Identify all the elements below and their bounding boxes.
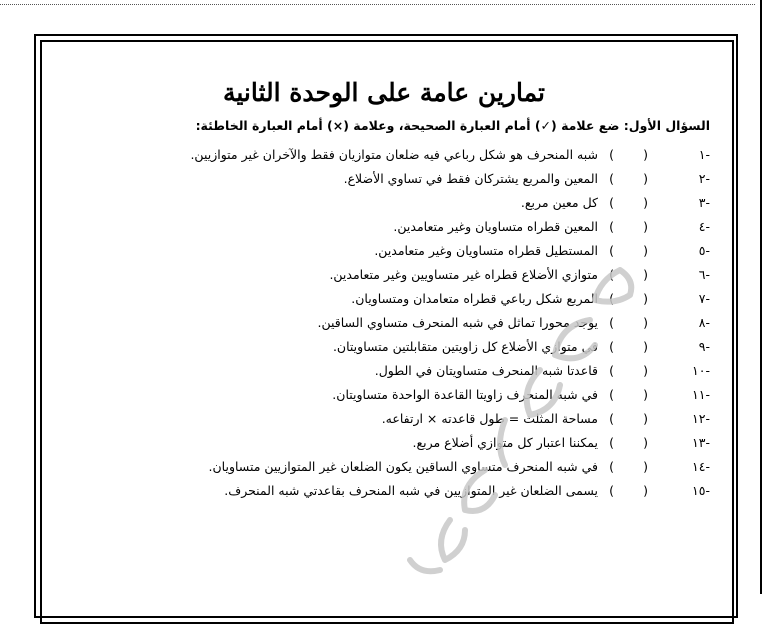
statement-number: ٧-: [698, 291, 710, 306]
answer-bracket-close: ): [609, 147, 614, 162]
worksheet: [46, 40, 722, 594]
answer-bracket-close: ): [609, 267, 614, 282]
statement-number: ١٣-: [692, 435, 710, 450]
statement-text: يمكننا اعتبار كل متوازي أضلاع مربع.: [412, 435, 598, 450]
question-instruction: السؤال الأول: ضع علامة (✓) أمام العبارة الصحيحة، وعلامة (×) أمام العبارة الخاطئة:: [195, 118, 710, 133]
statement-text: يسمى الضلعان غير المتوازيين في شبه المنحرف بقاعدتي شبه المنحرف.: [224, 483, 598, 498]
answer-bracket-open: (: [643, 363, 648, 378]
statement-item: [50, 143, 710, 167]
statement-number: ١٥-: [692, 483, 710, 498]
answer-bracket-open: (: [643, 459, 648, 474]
statement-item: [50, 263, 710, 287]
statement-text: في شبه المنحرف متساوي الساقين يكون الضلعان غير المتوازيين متساويان.: [208, 459, 598, 474]
statement-text: متوازي الأضلاع قطراه غير متساويين وغير متعامدين.: [329, 267, 598, 282]
answer-bracket-close: ): [609, 171, 614, 186]
answer-bracket-open: (: [643, 147, 648, 162]
answer-bracket-close: ): [609, 339, 614, 354]
statement-list: [50, 143, 710, 503]
statement-text: شبه المنحرف هو شكل رباعي فيه ضلعان متوازيان فقط والآخران غير متوازيين.: [190, 147, 598, 162]
answer-bracket-open: (: [643, 171, 648, 186]
statement-item: [50, 383, 710, 407]
statement-number: ٩-: [698, 339, 710, 354]
statement-text: المربع شكل رباعي قطراه متعامدان ومتساويان.: [351, 291, 598, 306]
statement-number: ١٢-: [692, 411, 710, 426]
answer-bracket-close: ): [609, 435, 614, 450]
statement-item: [50, 215, 710, 239]
answer-bracket-close: ): [609, 387, 614, 402]
statement-number: ٦-: [698, 267, 710, 282]
statement-text: في متوازي الأضلاع كل زاويتين متقابلتين متساويتان.: [332, 339, 598, 354]
answer-bracket-close: ): [609, 219, 614, 234]
statement-number: ٨-: [698, 315, 710, 330]
answer-bracket-close: ): [609, 315, 614, 330]
answer-bracket-open: (: [643, 339, 648, 354]
answer-bracket-open: (: [643, 483, 648, 498]
statement-number: ١-: [698, 147, 710, 162]
answer-bracket-open: (: [643, 243, 648, 258]
statement-number: ٣-: [698, 195, 710, 210]
statement-text: في شبه المنحرف زاويتا القاعدة الواحدة متساويتان.: [332, 387, 598, 402]
statement-text: مساحة المثلث = طول قاعدته × ارتفاعه.: [381, 411, 598, 426]
answer-bracket-close: ): [609, 363, 614, 378]
statement-number: ٢-: [698, 171, 710, 186]
answer-bracket-open: (: [643, 219, 648, 234]
statement-number: ١١-: [692, 387, 710, 402]
answer-bracket-close: ): [609, 483, 614, 498]
statement-item: [50, 287, 710, 311]
page-edge-dots: [0, 4, 755, 5]
statement-text: كل معين مربع.: [520, 195, 598, 210]
answer-bracket-open: (: [643, 195, 648, 210]
statement-item: [50, 191, 710, 215]
statement-text: المستطيل قطراه متساويان وغير متعامدين.: [374, 243, 598, 258]
statement-text: المعين والمربع يشتركان فقط في تساوي الأضلاع.: [343, 171, 598, 186]
answer-bracket-open: (: [643, 435, 648, 450]
answer-bracket-close: ): [609, 459, 614, 474]
answer-bracket-close: ): [609, 243, 614, 258]
answer-bracket-close: ): [609, 291, 614, 306]
statement-item: [50, 407, 710, 431]
statement-item: [50, 311, 710, 335]
statement-number: ٤-: [698, 219, 710, 234]
answer-bracket-open: (: [643, 387, 648, 402]
answer-bracket-open: (: [643, 291, 648, 306]
statement-text: قاعدتا شبه المنحرف متساويتان في الطول.: [374, 363, 598, 378]
statement-item: [50, 431, 710, 455]
page-edge-right: [760, 0, 762, 594]
statement-number: ١٤-: [692, 459, 710, 474]
worksheet-title: تمارين عامة على الوحدة الثانية: [222, 78, 546, 107]
answer-bracket-close: ): [609, 411, 614, 426]
statement-item: [50, 239, 710, 263]
answer-bracket-close: ): [609, 195, 614, 210]
answer-bracket-open: (: [643, 267, 648, 282]
statement-number: ٥-: [698, 243, 710, 258]
answer-bracket-open: (: [643, 315, 648, 330]
statement-item: [50, 455, 710, 479]
statement-text: يوجد محورا تماثل في شبه المنحرف متساوي الساقين.: [317, 315, 598, 330]
statement-item: [50, 167, 710, 191]
statement-text: المعين قطراه متساويان وغير متعامدين.: [393, 219, 598, 234]
statement-item: [50, 359, 710, 383]
answer-bracket-open: (: [643, 411, 648, 426]
statement-item: [50, 335, 710, 359]
statement-item: [50, 479, 710, 503]
statement-number: ١٠-: [692, 363, 710, 378]
